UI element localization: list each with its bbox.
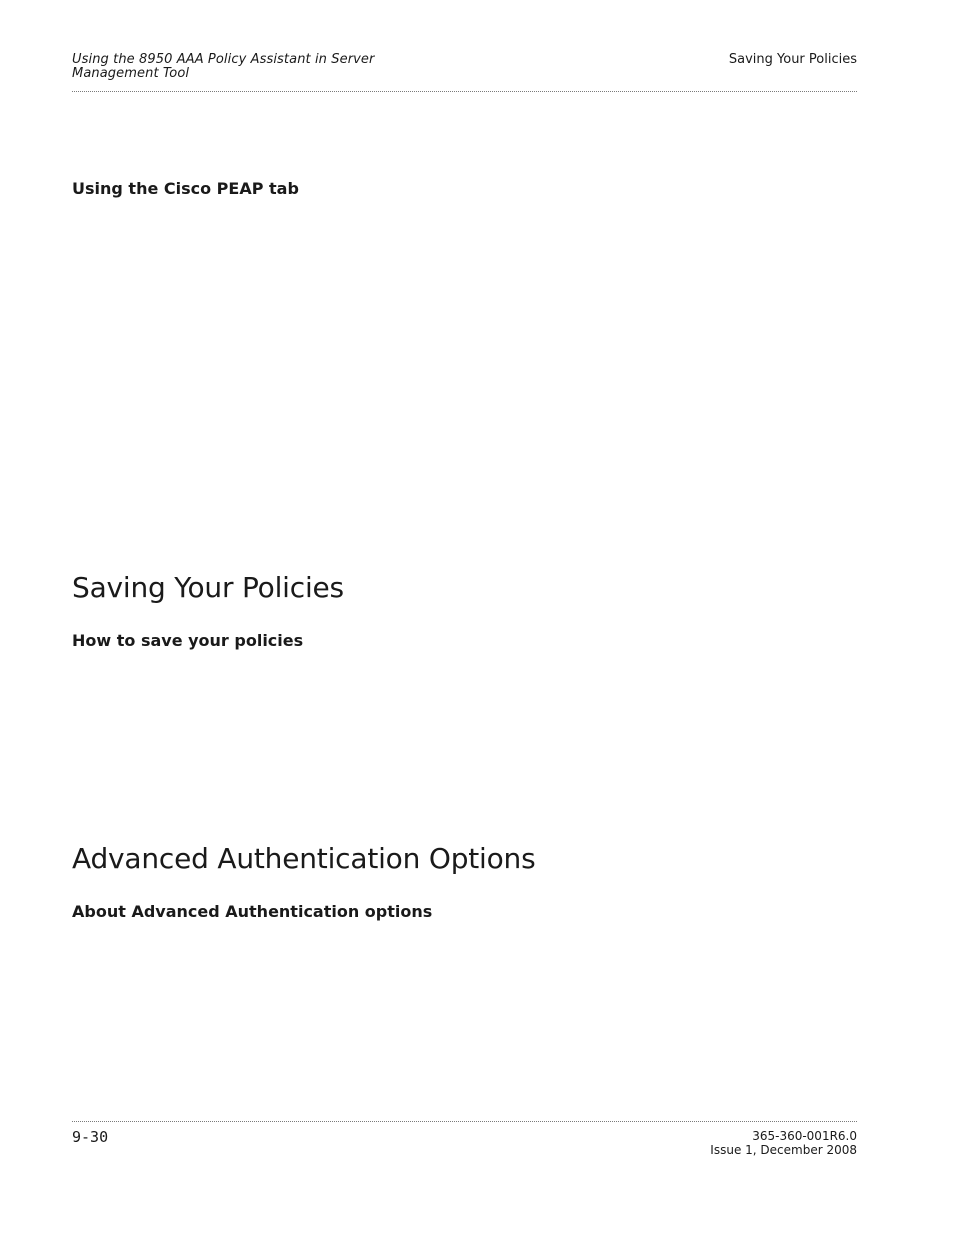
section-title-saving-policies: Saving Your Policies — [72, 571, 344, 604]
section-title-advanced-authentication: Advanced Authentication Options — [72, 842, 536, 875]
chapter-title-line-2: Management Tool — [72, 66, 190, 81]
chapter-title-line-1: Using the 8950 AAA Policy Assistant in Server — [72, 52, 375, 67]
subheading-how-to-save: How to save your policies — [72, 631, 304, 650]
running-header-section-name: Saving Your Policies — [728, 52, 857, 67]
footer-divider — [72, 1121, 857, 1122]
issue-date: Issue 1, December 2008 — [710, 1143, 857, 1157]
document-number: 365-360-001R6.0 — [752, 1129, 857, 1143]
subheading-cisco-peap-tab: Using the Cisco PEAP tab — [72, 179, 299, 198]
running-header-chapter-title — [72, 53, 432, 81]
page-number: 9-30 — [72, 1128, 109, 1146]
header-divider — [72, 91, 857, 92]
subheading-about-advanced-authentication: About Advanced Authentication options — [72, 902, 433, 921]
document-info — [710, 1129, 857, 1157]
